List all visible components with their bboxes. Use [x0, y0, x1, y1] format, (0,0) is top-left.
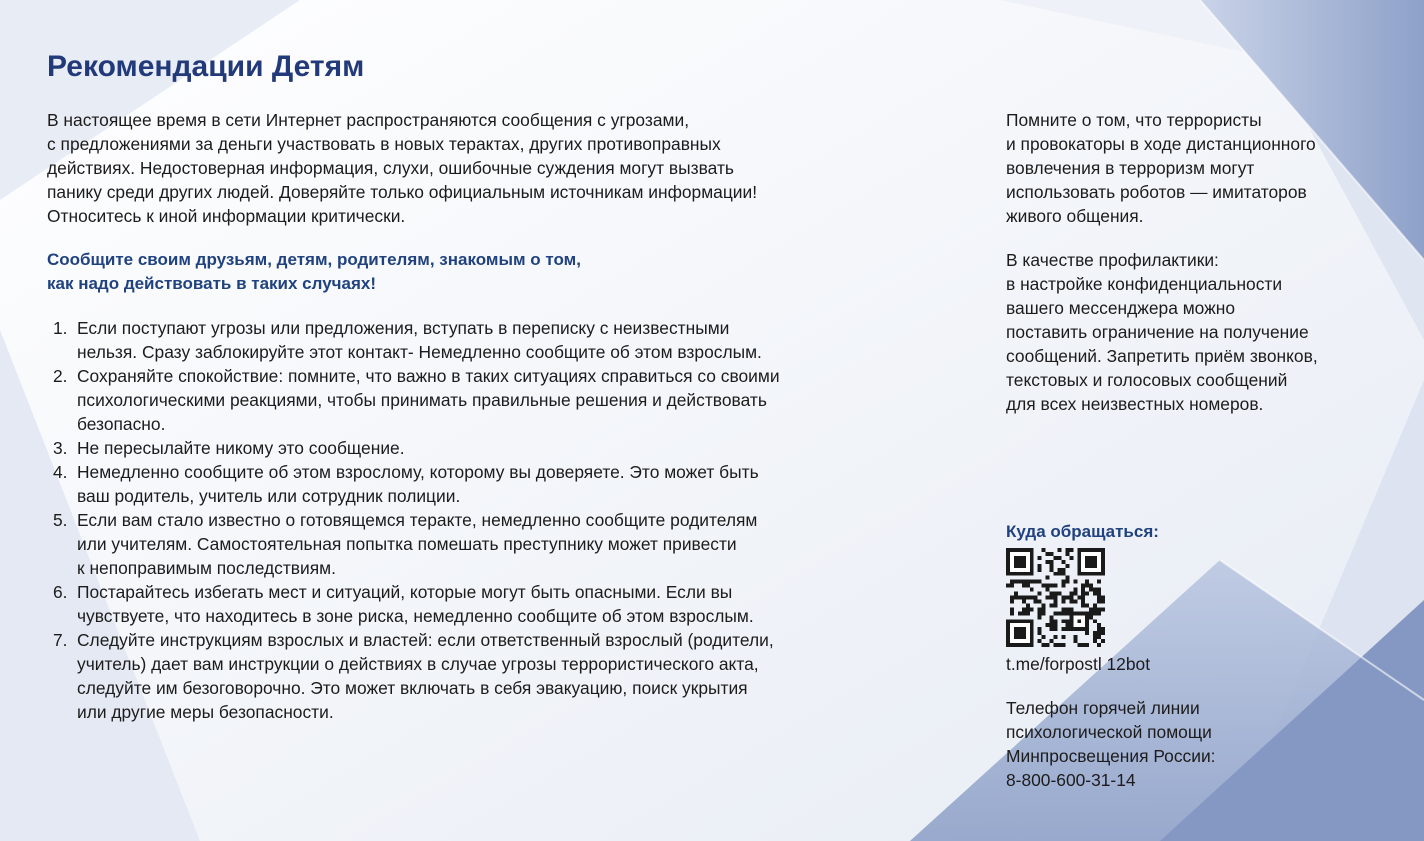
- call-to-action-heading: [47, 248, 917, 296]
- hotline-line: Телефон горячей линии: [1006, 698, 1200, 718]
- contact-heading: Куда обращаться:: [1006, 522, 1159, 541]
- list-number: 3.: [53, 438, 68, 458]
- list-item-line: Если поступают угрозы или предложения, вступать в переписку с неизвестными: [77, 318, 730, 338]
- hotline-paragraph: [1006, 696, 1406, 792]
- intro-line: панику среди других людей. Доверяйте только официальным источникам информации!: [47, 182, 758, 202]
- list-item: [47, 580, 927, 628]
- warning-line: Помните о том, что террористы: [1006, 110, 1262, 130]
- list-item-line: или учителям. Самостоятельная попытка помешать преступнику может привести: [77, 534, 737, 554]
- list-item-line: чувствуете, что находитесь в зоне риска, немедленно сообщите об этом взрослым.: [77, 606, 754, 626]
- hotline-phone[interactable]: 8-800-600-31-14: [1006, 770, 1136, 790]
- warning-line: и провокаторы в ходе дистанционного: [1006, 134, 1316, 154]
- list-item-line: Сохраняйте спокойствие: помните, что важно в таких ситуациях справиться со своими: [77, 366, 780, 386]
- list-item-line: психологическими реакциями, чтобы принимать правильные решения и действовать: [77, 390, 767, 410]
- intro-line: с предложениями за деньги участвовать в новых терактах, других противоправных: [47, 134, 721, 154]
- list-item-line: Не пересылайте никому это сообщение.: [77, 438, 405, 458]
- prevention-line: В качестве профилактики:: [1006, 250, 1219, 270]
- prevention-line: вашего мессенджера можно: [1006, 298, 1236, 318]
- prevention-paragraph: [1006, 248, 1406, 416]
- prevention-line: в настройке конфиденциальности: [1006, 274, 1283, 294]
- list-number: 2.: [53, 366, 68, 386]
- list-item-line: учитель) дает вам инструкции о действиях в случае угрозы террористического акта,: [77, 654, 759, 674]
- list-number: 1.: [53, 318, 68, 338]
- prevention-line: сообщений. Запретить приём звонков,: [1006, 346, 1318, 366]
- qr-code-icon[interactable]: [1006, 548, 1105, 647]
- warning-line: вовлечения в терроризм могут: [1006, 158, 1255, 178]
- list-item: [47, 436, 927, 460]
- intro-line: Относитесь к иной информации критически.: [47, 206, 406, 226]
- list-item-line: следуйте им безоговорочно. Это может включать в себя эвакуацию, поиск укрытия: [77, 678, 748, 698]
- list-item: [47, 460, 927, 508]
- bots-warning-paragraph: [1006, 108, 1406, 228]
- list-item-line: к непоправимым последствиям.: [77, 558, 336, 578]
- page-title: Рекомендации Детям: [47, 50, 365, 83]
- list-item-line: Немедленно сообщите об этом взрослому, которому вы доверяете. Это может быть: [77, 462, 759, 482]
- list-item-line: или другие меры безопасности.: [77, 702, 334, 722]
- prevention-line: поставить ограничение на получение: [1006, 322, 1309, 342]
- list-item-line: нельзя. Сразу заблокируйте этот контакт- Немедленно сообщите об этом взрослым.: [77, 342, 762, 362]
- hotline-line: психологической помощи: [1006, 722, 1212, 742]
- list-number: 7.: [53, 630, 68, 650]
- subhead-line: как надо действовать в таких случаях!: [47, 274, 377, 293]
- telegram-bot-link[interactable]: t.me/forpostl 12bot: [1006, 654, 1151, 674]
- list-item: [47, 364, 927, 436]
- hotline-line: Минпросвещения России:: [1006, 746, 1216, 766]
- intro-paragraph: [47, 108, 917, 228]
- list-number: 6.: [53, 582, 68, 602]
- prevention-line: для всех неизвестных номеров.: [1006, 394, 1264, 414]
- warning-line: живого общения.: [1006, 206, 1144, 226]
- intro-line: В настоящее время в сети Интернет распространяются сообщения с угрозами,: [47, 110, 690, 130]
- list-number: 5.: [53, 510, 68, 530]
- list-item-line: Постарайтесь избегать мест и ситуаций, которые могут быть опасными. Если вы: [77, 582, 733, 602]
- list-item: [47, 316, 927, 364]
- list-item-line: безопасно.: [77, 414, 166, 434]
- intro-line: действиях. Недостоверная информация, слухи, ошибочные суждения могут вызвать: [47, 158, 734, 178]
- warning-line: использовать роботов — имитаторов: [1006, 182, 1307, 202]
- list-item: [47, 508, 927, 580]
- list-item-line: ваш родитель, учитель или сотрудник полиции.: [77, 486, 461, 506]
- subhead-line: Сообщите своим друзьям, детям, родителям, знакомым о том,: [47, 250, 581, 269]
- list-item-line: Следуйте инструкциям взрослых и властей: если ответственный взрослый (родители,: [77, 630, 774, 650]
- list-item: [47, 628, 927, 724]
- prevention-line: текстовых и голосовых сообщений: [1006, 370, 1288, 390]
- list-number: 4.: [53, 462, 68, 482]
- recommendations-list: [47, 316, 927, 724]
- list-item-line: Если вам стало известно о готовящемся теракте, немедленно сообщите родителям: [77, 510, 758, 530]
